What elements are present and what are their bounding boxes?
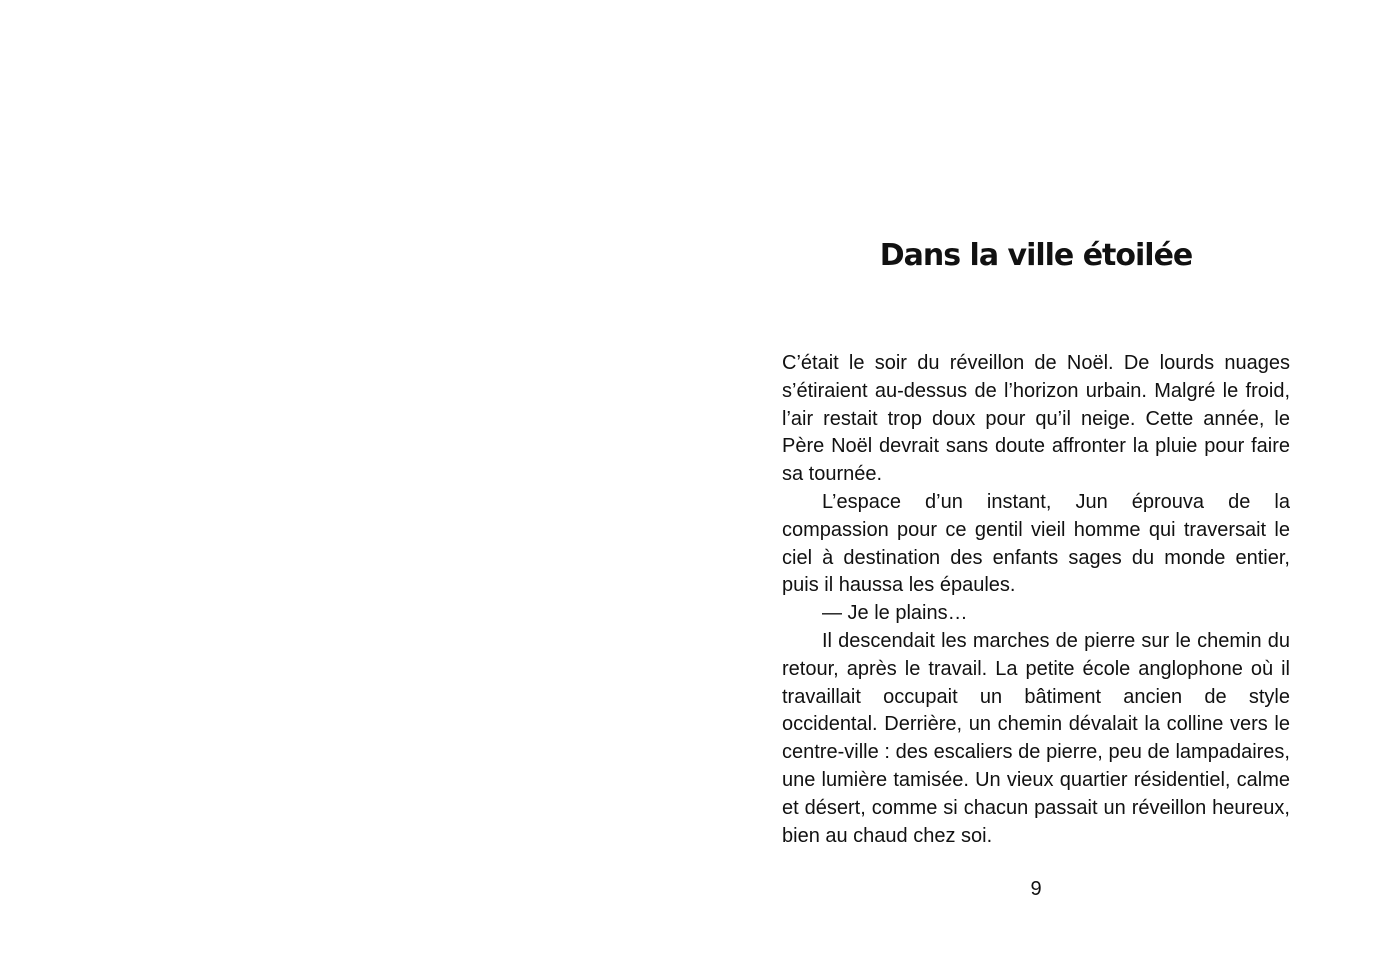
dialogue-line: — Je le plains… xyxy=(822,602,968,625)
paragraph: C’était le soir du réveillon de Noël. De lourds nuages s’étiraient au-dessus de l’horizon urbain. Malgré le froid, l’air restait trop doux pour qu’il neige. Cette année, le Père Noël devrait sans doute affronter la pluie pour faire sa tournée. xyxy=(782,352,1290,486)
right-page xyxy=(699,0,1399,959)
body-text xyxy=(782,350,1290,850)
paragraph: Il descendait les marches de pierre sur le chemin du retour, après le travail. La petite école anglophone où il travaillait occupait un bâtiment ancien de style occidental. Derrière, un chemin dévalait la colline vers le centre-ville : des escaliers de pierre, peu de lampadaires, une lumière tamisée. Un vieux quartier résidentiel, calme et désert, comme si chacun passait un réveillon heureux, bien au chaud chez soi. xyxy=(782,629,1290,847)
page-number: 9 xyxy=(1030,878,1042,900)
paragraph: L’espace d’un instant, Jun éprouva de la compassion pour ce gentil vieil homme qui traversait le ciel à destination des enfants sages du monde entier, puis il haussa les épaules. xyxy=(782,490,1290,597)
chapter-title: Dans la ville étoilée xyxy=(879,238,1193,273)
left-page-blank xyxy=(0,0,699,959)
